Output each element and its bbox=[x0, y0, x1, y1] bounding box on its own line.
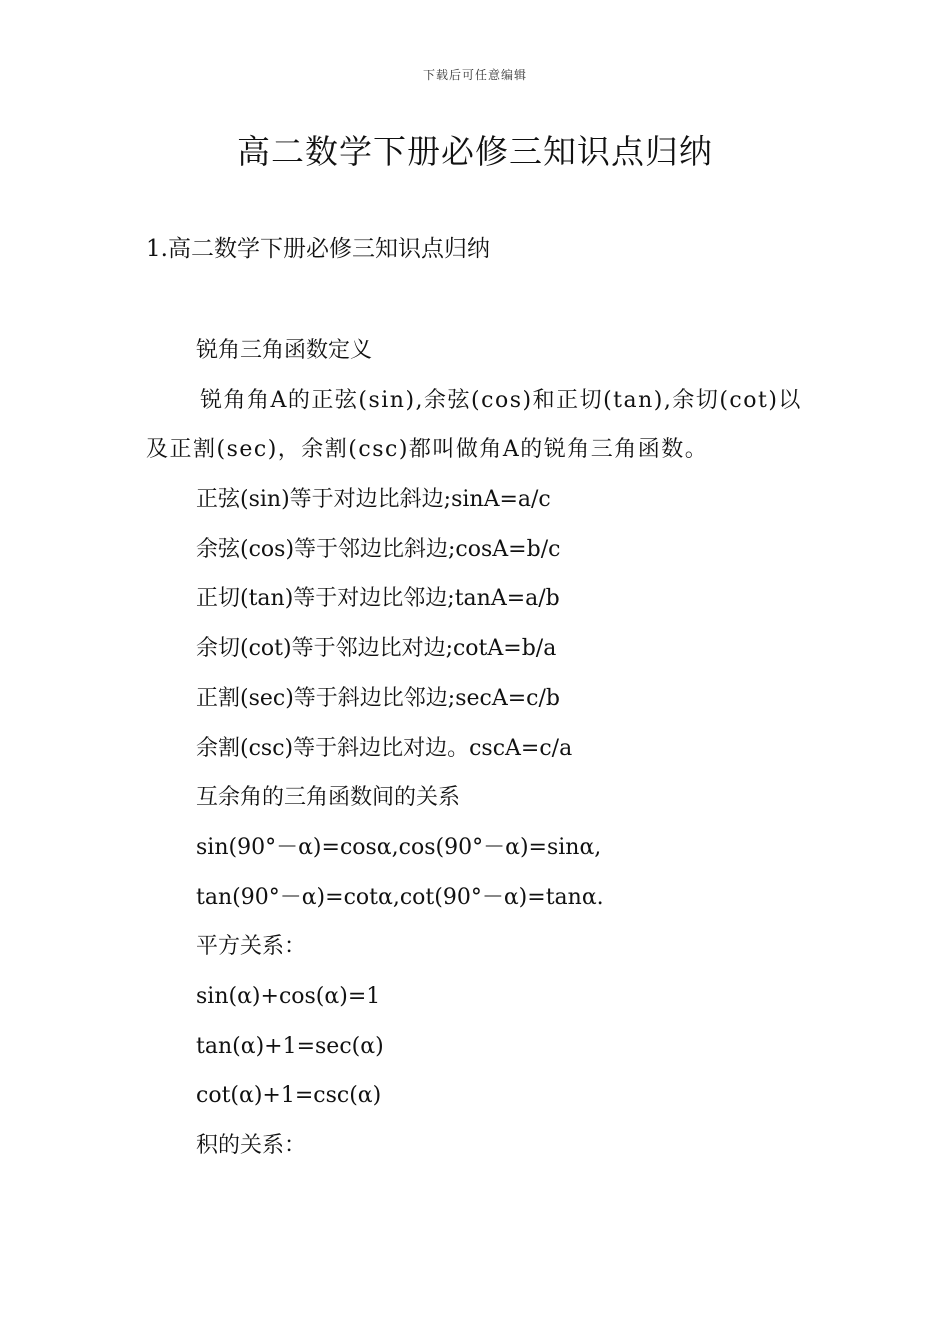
definition-line: 正割(sec)等于斜边比邻边;secA=c/b bbox=[196, 685, 560, 711]
definition-paragraph: 锐角角A的正弦(sin),余弦(cos)和正切(tan),余切(cot)以及正割(sec)，余割(csc)都叫做角A的锐角三角函数。 bbox=[146, 387, 802, 463]
section-heading: 1.高二数学下册必修三知识点归纳 bbox=[146, 236, 490, 262]
formula-line: sin(90°－α)=cosα,cos(90°－α)=sinα, bbox=[196, 834, 602, 860]
subheading-definition: 锐角三角函数定义 bbox=[196, 338, 373, 363]
subheading-product: 积的关系： bbox=[196, 1133, 307, 1159]
definition-line: 正弦(sin)等于对边比斜边;sinA=a/c bbox=[196, 487, 551, 513]
formula-line: tan(α)+1=sec(α) bbox=[196, 1033, 384, 1059]
definition-line: 余弦(cos)等于邻边比斜边;cosA=b/c bbox=[196, 536, 561, 562]
formula-line: sin(α)+cos(α)=1 bbox=[196, 983, 381, 1009]
document-body bbox=[146, 326, 806, 1171]
definition-line: 正切(tan)等于对边比邻边;tanA=a/b bbox=[196, 586, 560, 612]
formula-line: tan(90°－α)=cotα,cot(90°－α)=tanα. bbox=[196, 884, 604, 910]
document-title: 高二数学下册必修三知识点归纳 bbox=[237, 132, 713, 171]
formula-line: cot(α)+1=csc(α) bbox=[196, 1083, 382, 1109]
definition-line: 余切(cot)等于邻边比对边;cotA=b/a bbox=[196, 636, 557, 662]
subheading-square: 平方关系： bbox=[196, 934, 307, 960]
subheading-complementary: 互余角的三角函数间的关系 bbox=[196, 785, 461, 811]
header-note: 下载后可任意编辑 bbox=[422, 68, 527, 82]
definition-line: 余割(csc)等于斜边比对边。cscA=c/a bbox=[196, 735, 573, 761]
